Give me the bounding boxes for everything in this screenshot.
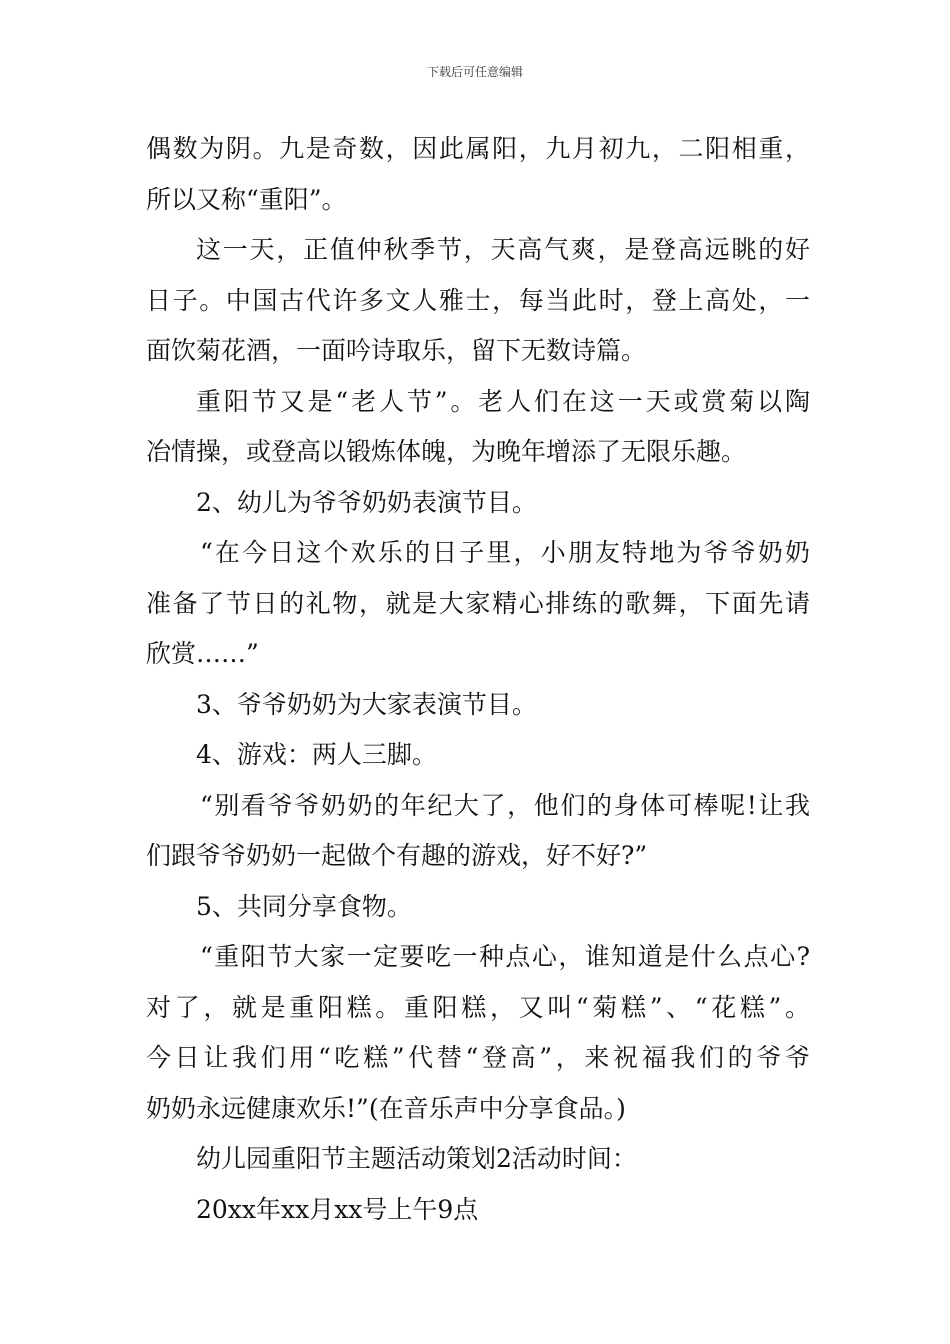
text-line: 们跟爷爷奶奶一起做个有趣的游戏，好不好?” [146, 841, 648, 870]
text-line: 对了，就是重阳糕。重阳糕，又叫“菊糕”、“花糕”。 [146, 992, 810, 1022]
text-line: “在今日这个欢乐的日子里，小朋友特地为爷爷奶奶 [200, 538, 810, 567]
text-line: 今日让我们用“吃糕”代替“登高”，来祝福我们的爷爷 [146, 1043, 810, 1072]
text-line: 重阳节又是“老人节”。老人们在这一天或赏菊以陶 [196, 386, 810, 416]
text-line: 20xx年xx月xx号上午9点 [196, 1194, 479, 1224]
text-line: “别看爷爷奶奶的年纪大了，他们的身体可棒呢!让我 [200, 790, 810, 820]
page-header: 下载后可任意编辑 [426, 65, 523, 79]
text-line: 所以又称“重阳”。 [146, 184, 347, 214]
text-line: 欣赏……” [146, 639, 259, 668]
text-line: 3、爷爷奶奶为大家表演节目。 [196, 689, 537, 719]
text-line: 幼儿园重阳节主题活动策划2活动时间： [196, 1144, 637, 1173]
text-line: 这一天，正值仲秋季节，天高气爽，是登高远眺的好 [196, 235, 810, 264]
document-body [146, 124, 810, 1235]
text-line: 准备了节日的礼物，就是大家精心排练的歌舞，下面先请 [146, 588, 810, 618]
text-line: “重阳节大家一定要吃一种点心，谁知道是什么点心? [200, 942, 810, 971]
text-line: 面饮菊花酒，一面吟诗取乐，留下无数诗篇。 [146, 336, 647, 365]
text-line: 2、幼儿为爷爷奶奶表演节目。 [196, 487, 537, 517]
text-line: 奶奶永远健康欢乐!”(在音乐声中分享食品。) [146, 1093, 626, 1123]
text-line: 偶数为阴。九是奇数，因此属阳，九月初九，二阳相重， [146, 134, 810, 163]
text-line: 冶情操，或登高以锻炼体魄，为晚年增添了无限乐趣。 [146, 437, 747, 466]
text-line: 4、游戏：两人三脚。 [196, 740, 437, 769]
text-line: 日子。中国古代许多文人雅士，每当此时，登上高处，一 [146, 285, 810, 315]
text-line: 5、共同分享食物。 [196, 891, 412, 921]
